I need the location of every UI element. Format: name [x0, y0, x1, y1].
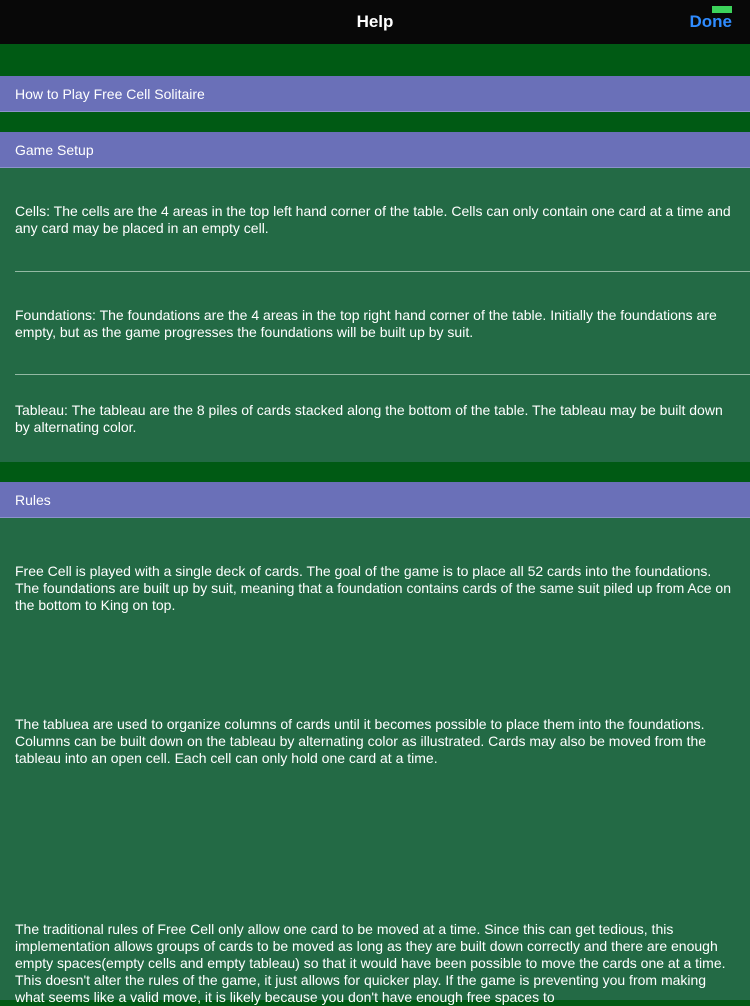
section-header-label: Game Setup [15, 142, 94, 158]
page-title: Help [356, 12, 394, 31]
section-header-game-setup [0, 132, 750, 168]
section-header-label: Rules [15, 492, 51, 508]
section-header-label: How to Play Free Cell Solitaire [15, 86, 205, 102]
list-item-rule-goal: Free Cell is played with a single deck of cards. The goal of the game is to place all 52 cards into the foundations. The foundations are built up by suit, meaning that a foundation contains cards of the same suit piled up from Ace on the bottom to King on top. [15, 563, 731, 613]
row-divider [15, 271, 750, 272]
game-setup-list [0, 168, 750, 462]
list-item-tableau: Tableau: The tableau are the 8 piles of cards stacked along the bottom of the table. The tableau may be built down by alternating color. [15, 402, 723, 435]
section-spacer [0, 44, 750, 76]
done-button[interactable]: Done [689, 12, 732, 31]
list-item-rule-tableau: The tabluea are used to organize columns of cards until it becomes possible to place them into the foundations. Columns can be built down on the tableau by alternating color as illustrated. Cards may also be moved from the tableau into an open cell. Each cell can only hold one card at a time. [15, 716, 707, 766]
navigation-bar [0, 0, 750, 44]
list-item-foundations: Foundations: The foundations are the 4 areas in the top right hand corner of the table. Initially the foundations are empty, but as the game progresses the foundations will be built up by suit. [15, 307, 717, 340]
list-item-cells: Cells: The cells are the 4 areas in the top left hand corner of the table. Cells can only contain one card at a time and any card may be placed in an empty cell. [15, 203, 731, 236]
rules-list [0, 518, 750, 1005]
row-divider [15, 374, 750, 375]
list-item-rule-moves: The traditional rules of Free Cell only allow one card to be moved at a time. Since this can get tedious, this implementation allows groups of cards to be moved as long as they are built down correctly and there are enough empty spaces(empty cells and empty tableau) so that it would have been possible to move the cards one at a time. This doesn't alter the rules of the game, it just allows for quicker play. If the game is preventing you from making what seems like a valid move, it is likely because you don't have enough free spaces to [15, 921, 726, 1005]
section-header-rules [0, 482, 750, 518]
section-spacer [0, 462, 750, 482]
section-spacer [0, 112, 750, 132]
section-header-how-to-play [0, 76, 750, 112]
